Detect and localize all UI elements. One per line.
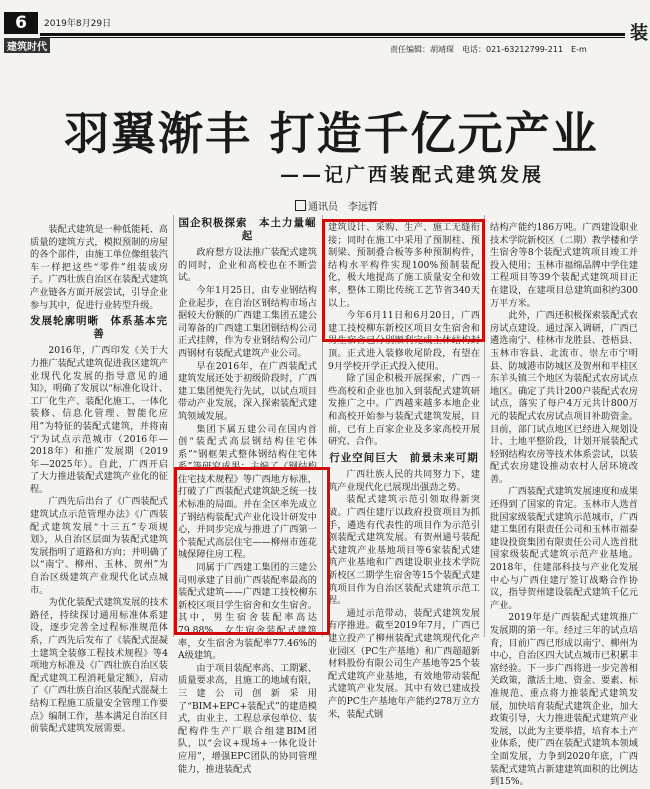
paragraph: 广西装配式建筑发展速度和成果还得到了国家的肯定。玉林市人选首批国家级装配式建筑示范城市，广西建工集团有限责任公司和玉林市福泰建设投资集团有限责任公司人选首批国家级装配式建筑示范产业基地。2018年，住建部科技与产业化发展中心与广西住建厅签订战略合作协议，指导贺州建设装配式建筑千亿元产业。 bbox=[490, 486, 638, 611]
paper-name-fragment: 装 bbox=[630, 23, 648, 44]
section-heading: 发展轮廓明晰 体系基本完善 bbox=[30, 315, 168, 340]
headline: 羽翼渐丰 打造千亿元产业 bbox=[64, 107, 599, 160]
paragraph: 广西先后出台了《广西装配式建筑试点示范管理办法》《广西装配式建筑发展“十三五”专项规划》，从自治区层面为装配式建筑发展指明了道路和方向；并明确了以“南宁、柳州、玉林、贺州”为自治区级建筑产业现代化试点城市。 bbox=[30, 496, 168, 596]
paragraph: 2016年，广西印发《关于大力推广装配式建筑促进我区建筑产业现代化发展的指导意见的通知》，明确了发展以“标准化设计、工厂化生产、装配化施工、一体化装修、信息化管理、智能化应用”为特征的装配式建筑，并将南宁为试点示范城市（2016年—2018年）和推广发展期（2019年—2025年）。自此，广西开启了大力推进装配式建筑产业化的征程。 bbox=[30, 345, 168, 495]
masthead-rule-thin bbox=[40, 37, 625, 38]
paragraph: 通过示范带动，装配式建筑发展有序推进。截至2019年7月，广西已建立投产了柳州装配式建筑现代化产业园区（PC生产基地）和广西超超新材料股份有限公司生产基地等25个装配式建筑产业基地，有效地带动装配式建筑产业发展。其中有效已建成投产的PC生产基地年产能约278万立方米，装配式钢 bbox=[328, 607, 480, 720]
article-column-4 bbox=[490, 222, 638, 788]
page-number: 6 bbox=[4, 12, 38, 34]
subheadline: ——记广西装配式建筑发展 bbox=[280, 164, 545, 186]
byline-text: 通讯员 李远哲 bbox=[308, 202, 378, 213]
highlight-box bbox=[174, 467, 330, 635]
section-heading: 国企积极探索 本土力量崛起 bbox=[178, 217, 317, 242]
paragraph: 建筑设计、采购、生产、施工无缝衔接；同时在施工中采用了预制柱、预制梁、预制叠合板等多种预制构件，结构水平构件实现100%预制装配化，极大地提高了施工质量安全和效率，整体工期比传统工艺节省340天以上。 bbox=[328, 222, 480, 309]
paragraph: 2019年是广西装配式建筑推广发展期的第一年。经过三年的试点培育，目前广西已形成以南宁、柳州为中心，自治区四大试点城市已积累丰富经验。下一步广西将进一步完善相关政策，激活土地、资金、要素、标准规范、重点将力推装配式建筑发展，加快培育装配式建筑企业，加大政策引导，大力推进装配式建筑产业发展，以此为主要举措，培育本土产业体系，使广西在装配式建筑本领域全面发展，力争到2020年底，广西装配式建筑占新建建筑面积的比例达到15%。 bbox=[490, 612, 638, 788]
paragraph: 为优化装配式建筑发展的技术路径，持续探讨通用标准体系建设，逐步完善全过程标准规范体系，广西先后发布了《装配式混凝土建筑全装修工程技术规程》等4项地方标准及《广西壮族自治区装配式建筑工程消耗量定额》，启动了《广西壮族自治区装配式混凝土结构工程施工质量安全管理工作要点》编制工作，基本满足自治区目前装配式建筑发展需要。 bbox=[30, 597, 168, 735]
paragraph: 由于项目装配率高、工期紧、质量要求高，且施工的地域有限，三建公司创新采用了“BIM+EPC+装配式”的建造模式，由业主、工程总承包单位、装配构件生产厂联合组建BIM团队，以“会议+现场+一体化设计应用”，增强EPC团队的协同管理能力，推进装配式 bbox=[178, 662, 317, 775]
byline bbox=[295, 198, 378, 213]
masthead bbox=[0, 0, 650, 60]
paragraph: 同属于广西建工集团的三建公司则承建了目前广西装配率最高的装配式建筑——广西建工技校柳东新校区项目学生宿舍和女生宿舍。其中，男生宿舍装配率高达79.88%，女生宿舍装配式建筑率，女生宿舍为装配率77.46%的A级建筑。 bbox=[178, 562, 317, 662]
paragraph: 除了国企积极开展探索，广西一些高校和企业也加入到装配式建筑研发推广之中。广西越来越多本地企业和高校开始参与装配式建筑发展，目前，已有上百家企业及多家高校开展研究、合作。 bbox=[328, 373, 480, 448]
paragraph: 集团下属五建公司在国内首创“装配式高层钢结构住宅体系”“钢框架式整体钢结构住宅体系”等研究成果；主编了《钢结构住宅技术规程》等广西地方标准，打破了广西装配式建筑缺乏统一技术标准的局面。并在全区率先成立了钢结构装配式产业化设计研发中心，并同步完成与推进了广西第一个装配式高层住宅——柳州市莲花城保障住房工程。 bbox=[178, 423, 317, 561]
paragraph: 政府想方设法推广装配式建筑的同时，企业和高校也在不断尝试。 bbox=[178, 247, 317, 284]
paragraph: 今年6月11日和6月20日，广西建工技校柳东新校区项目女生宿舍和男生宿舍已分别顺利完成主体结构封顶。正式进入装修收尾阶段，有望在9月学校开学正式投入使用。 bbox=[328, 310, 480, 372]
masthead-rule bbox=[40, 33, 625, 36]
paragraph: 今年1月25日，由专业钢结构企业起步，在自治区钢结构市场占据较大份额的广西建工集团五建公司筹备的广西建工集团钢结构公司正式挂牌，作为专业钢结构公司广西钢材有装配式建筑产业公司。 bbox=[178, 284, 317, 359]
issue-date: 2019年8月29日 bbox=[44, 19, 112, 29]
paragraph: 装配式建筑示范引领取得新突破。广西住建厅以政府投资项目为抓手，遴选有代表性的项目作为示范引领装配式建筑发展。有贺州通号装配式建筑产业基地项目等6家装配式建筑产业基地和广西建设职业技术学院新校区二期学生宿舍等15个装配式建筑项目作为自治区装配式建筑示范工程。 bbox=[328, 494, 480, 607]
highlight-box bbox=[322, 219, 485, 342]
paragraph: 结构产能约186万吨。广西建设职业技术学院新校区（二期）教学楼和学生宿舍等8个装配式建筑项目竣工并投入使用；玉林市福绵品牌中学住建工程项目等39个装配式建筑项目正在建设，在建项目总建筑面积约300万平方米。 bbox=[490, 222, 638, 309]
paragraph: 广西壮族人民的共同努力下，建筑产业现代化已展现出强劲之势。 bbox=[328, 469, 480, 493]
paragraph: 装配式建筑是一种低能耗、高质量的建筑方式，模拟预制的房屋的各个部件，由施工单位像组装汽车一样把这些“零件”组装成房子。广西壮族自治区在装配式建筑产业链各方面开展尝试，引导企业参与其中，促进行业转型升级。 bbox=[30, 224, 168, 311]
article-column-1 bbox=[30, 224, 168, 735]
section-name: 建筑时代 bbox=[4, 38, 50, 53]
byline-box-icon bbox=[295, 200, 306, 211]
paragraph: 早在2016年，在广西装配式建筑发展还处于初级阶段时，广西建工集团便先行先试，以试点项目带动产业发展，深入探索装配式建筑领域发展。 bbox=[178, 360, 317, 422]
editor-line: 责任编辑：胡靖琛 电话：021-63212799-211 E-m bbox=[390, 45, 587, 54]
paragraph: 此外，广西还积极探索装配式农房试点建设。通过深入调研，广西已遴选南宁、桂林市龙胜县、苍梧县、玉林市容县、北流市、崇左市宁明县、防城港市防城区及贺州和平桂区东羊头镇三个地区为装配式农房试点地区。确定了共计200户装配式农房试点，落实了每户4万元共计800万元的装配式农房试点项目补助资金。目前，部门试点地区已经进入规划设计、土地平整阶段，计划开展装配式轻钢结构农房等技术体系尝试，以装配式农房建设推动农村人居环境改善。 bbox=[490, 310, 638, 485]
section-heading: 行业空间巨大 前景未来可期 bbox=[329, 451, 479, 464]
